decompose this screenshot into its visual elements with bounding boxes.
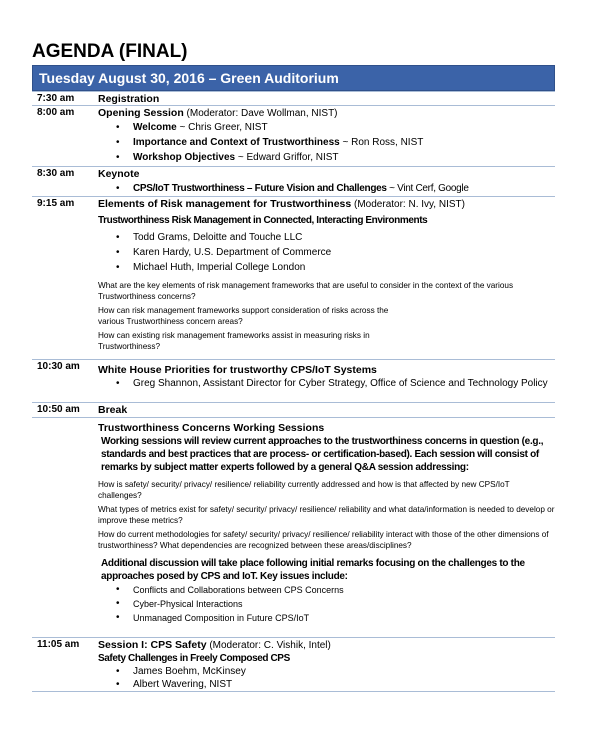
discussion-question: How is safety/ security/ privacy/ resilience/ reliability currently addressed and how is that affected by new CPS/IoT challenges?: [98, 480, 510, 500]
row-heading: Session I: CPS Safety: [98, 639, 207, 651]
speaker-list: [98, 181, 555, 196]
session-intro: Working sessions will review current approaches to the trustworthiness concerns in question (e.g., standards and best practices that are process- or certification-based). Each session will consist of remarks by subject matter experts followed by a general Q&A session addressing:: [101, 436, 544, 473]
row-moderator: (Moderator: Dave Wollman, NIST): [186, 108, 338, 119]
speaker-list: [98, 120, 555, 165]
agenda-row-white-house: [32, 360, 555, 403]
row-time: 8:30 am: [37, 168, 75, 179]
list-item: • Importance and Context of Trustworthiness ~ Ron Ross, NIST: [98, 135, 555, 150]
list-item: • Unmanaged Composition in Future CPS/IoT: [98, 611, 555, 625]
list-item: • Michael Huth, Imperial College London: [98, 260, 555, 275]
discussion-question: How can existing risk management frameworks assist in measuring risks in Trustworthiness?: [98, 331, 370, 351]
row-subheading: Safety Challenges in Freely Composed CPS: [98, 653, 290, 664]
speaker-list: [98, 230, 555, 275]
discussion-question: How do current methodologies for safety/ security/ privacy/ resilience/ reliability interact with those of the other dimensions of trustworthiness? What dependencies are recognized between these areas/disciplines?: [98, 530, 549, 550]
agenda-table: [32, 91, 555, 692]
page-title: AGENDA (FINAL): [32, 41, 188, 62]
row-moderator: (Moderator: C. Vishik, Intel): [209, 640, 331, 651]
key-issues-list: [98, 583, 555, 625]
agenda-row-registration: [32, 91, 555, 106]
list-item: • Conflicts and Collaborations between CPS Concerns: [98, 583, 555, 597]
agenda-row-keynote: [32, 167, 555, 197]
row-time: 10:50 am: [37, 404, 80, 415]
list-item: • Todd Grams, Deloitte and Touche LLC: [98, 230, 555, 245]
discussion-note: Additional discussion will take place following initial remarks focusing on the challenges to the approaches posed by CPS and IoT. Key issues include:: [101, 558, 525, 582]
date-location-banner: Tuesday August 30, 2016 – Green Auditorium: [32, 65, 555, 91]
list-item: • Albert Wavering, NIST: [98, 678, 555, 691]
row-heading: Opening Session: [98, 107, 184, 119]
row-time: 9:15 am: [37, 198, 75, 209]
row-subheading: Trustworthiness Risk Management in Connected, Interacting Environments: [98, 215, 428, 226]
agenda-row-working-sessions: [32, 418, 555, 638]
agenda-row-cps-safety: [32, 638, 555, 692]
list-item: • James Boehm, McKinsey: [98, 665, 555, 678]
list-item: • Cyber-Physical Interactions: [98, 597, 555, 611]
speaker-list: [98, 377, 555, 390]
list-item: • Greg Shannon, Assistant Director for Cyber Strategy, Office of Science and Technology Policy: [98, 377, 555, 390]
speaker-list: [98, 665, 555, 691]
agenda-row-opening-session: [32, 106, 555, 167]
agenda-row-break: [32, 403, 555, 418]
row-time: 7:30 am: [37, 93, 75, 104]
row-time: 11:05 am: [37, 639, 80, 650]
discussion-question: What types of metrics exist for safety/ security/ privacy/ resilience/ reliability and what data/information is needed to develop or improve these metrics?: [98, 505, 555, 525]
row-heading: White House Priorities for trustworthy CPS/IoT Systems: [98, 364, 377, 376]
list-item: • CPS/IoT Trustworthiness – Future Vision and Challenges ~ Vint Cerf, Google: [98, 181, 555, 196]
row-heading: Break: [98, 404, 128, 416]
list-item: • Workshop Objectives ~ Edward Griffor, NIST: [98, 150, 555, 165]
row-heading: Registration: [98, 93, 160, 105]
row-heading: Elements of Risk management for Trustworthiness: [98, 198, 352, 210]
discussion-question: What are the key elements of risk management frameworks that are useful to consider in the context of the various Trustworthiness concerns?: [98, 281, 514, 301]
list-item: • Karen Hardy, U.S. Department of Commerce: [98, 245, 555, 260]
row-heading: Trustworthiness Concerns Working Sessions: [98, 422, 325, 434]
row-moderator: (Moderator: N. Ivy, NIST): [354, 199, 465, 210]
agenda-row-risk-management: [32, 197, 555, 360]
discussion-question: How can risk management frameworks support consideration of risks across the various Trustworthiness concern areas?: [98, 306, 389, 326]
list-item: • Welcome ~ Chris Greer, NIST: [98, 120, 555, 135]
row-heading: Keynote: [98, 168, 140, 180]
row-time: 8:00 am: [37, 107, 75, 118]
row-time: 10:30 am: [37, 361, 80, 372]
